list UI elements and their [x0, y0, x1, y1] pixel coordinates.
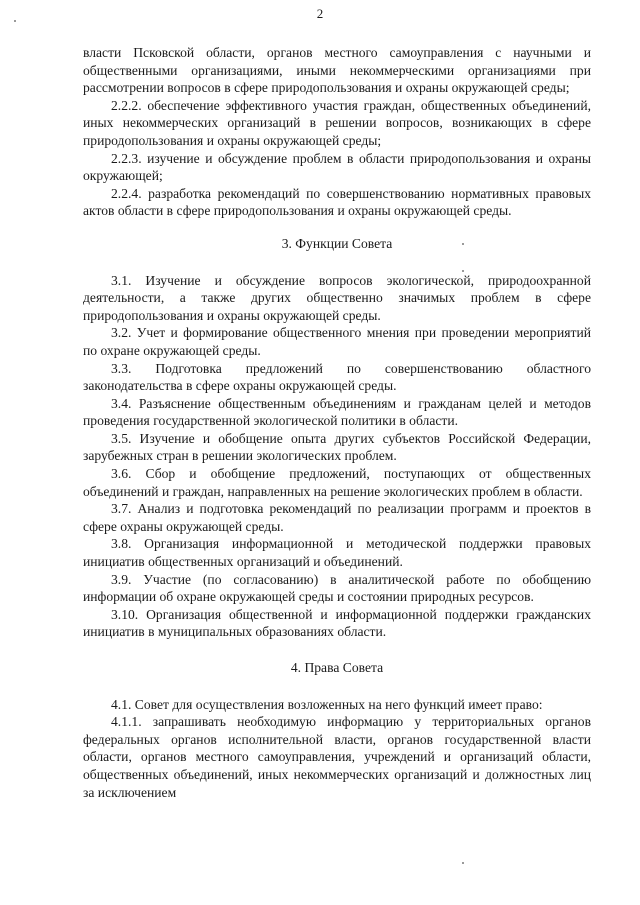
- scan-speck: [462, 862, 464, 864]
- paragraph: 3.5. Изучение и обобщение опыта других субъектов Российской Федерации, зарубежных стран в решении экологических проблем.: [83, 430, 591, 464]
- paragraph: 2.2.2. обеспечение эффективного участия граждан, общественных объединений, иных некоммерческих организаций в решении вопросов, возникающих в сфере природопользования и охраны окружающей среды;: [83, 97, 591, 148]
- paragraph: 2.2.4. разработка рекомендаций по совершенствованию нормативных правовых актов области в сфере природопользования и охраны окружающей среды.: [83, 185, 591, 219]
- paragraph: 3.1. Изучение и обсуждение вопросов экологической, природоохранной деятельности, а также других общественно значимых проблем в сфере природопользования и охраны окружающей среды.: [83, 272, 591, 323]
- section-3-list: [83, 272, 591, 641]
- scan-speck: [462, 270, 464, 272]
- paragraph: 4.1. Совет для осуществления возложенных на него функций имеет право:: [111, 696, 543, 712]
- paragraph: 3.8. Организация информационной и методической поддержки правовых инициатив общественных организаций и объединений.: [83, 536, 591, 570]
- paragraph: 3.7. Анализ и подготовка рекомендаций по реализации программ и проектов в сфере охраны окружающей среды.: [83, 501, 591, 534]
- section-heading: 4. Права Совета: [290, 660, 384, 675]
- paragraph: 4.1.1. запрашивать необходимую информацию у территориальных органов федеральных органов исполнительной власти, органов государственной власти области, органов местного самоуправления, учреждений и организаций области, общественных объединений, иных некоммерческих организаций и должностных лиц за исключением: [83, 714, 591, 800]
- document-body: [83, 44, 591, 801]
- page-number: 2: [316, 6, 324, 21]
- paragraph: 3.6. Сбор и обобщение предложений, поступающих от общественных объединений и граждан, направленных на решение экологических проблем в области.: [83, 466, 591, 499]
- paragraph: 3.2. Учет и формирование общественного мнения при проведении мероприятий по охране окружающей среды.: [83, 325, 591, 358]
- intro-block: [83, 44, 591, 220]
- paragraph: 3.4. Разъяснение общественным объединениям и гражданам целей и методов проведения государственной экологической политики в области.: [83, 395, 591, 429]
- paragraph: 2.2.3. изучение и обсуждение проблем в области природопользования и охраны окружающей;: [83, 150, 591, 184]
- paragraph: 3.9. Участие (по согласованию) в аналитической работе по обобщению информации об охране окружающей среды и состоянии природных ресурсов.: [83, 571, 591, 605]
- paragraph: 3.3. Подготовка предложений по совершенствованию областного законодательства в сфере охраны окружающей среды.: [83, 360, 591, 394]
- scan-speck: [462, 243, 464, 245]
- scan-speck: [14, 20, 16, 22]
- paragraph: власти Псковской области, органов местного самоуправления с научными и общественными организациями, иными некоммерческими организациями при рассмотрении вопросов в сфере природопользования и охраны окружающей среды;: [83, 45, 591, 96]
- section-heading: 3. Функции Совета: [281, 235, 393, 251]
- paragraph: 3.10. Организация общественной и информационной поддержки гражданских инициатив в муниципальных образованиях области.: [83, 606, 591, 640]
- section-4-list: [83, 696, 591, 802]
